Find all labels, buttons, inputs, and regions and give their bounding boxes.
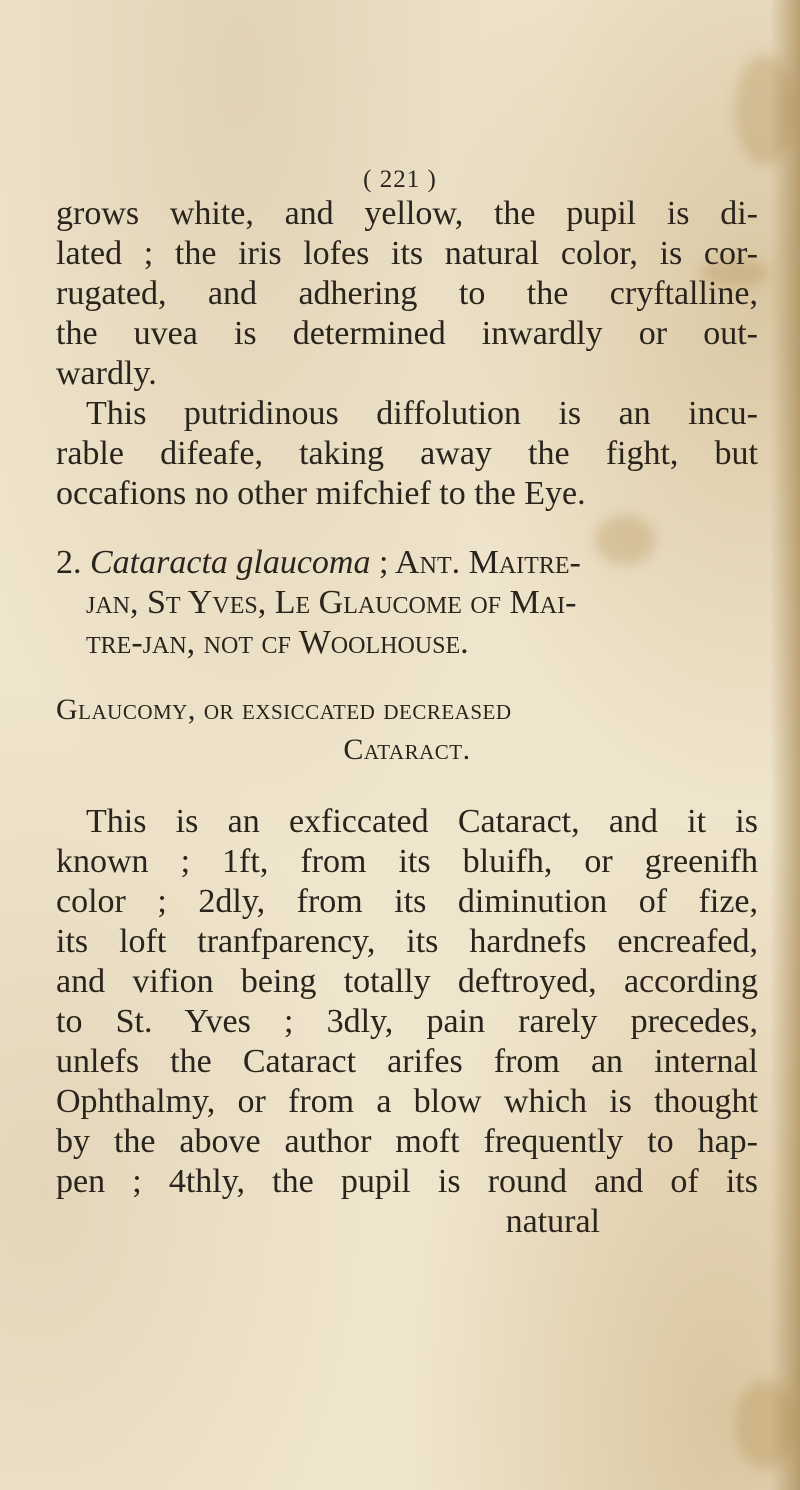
text-line: its loft tranfparency, its hardnefs encreafed, [56,923,758,960]
text-line: the uvea is determined inwardly or out- [56,315,758,352]
item-number: 2. [56,544,82,581]
text-line: occafions no other mifchief to the Eye. [56,475,586,512]
text-line: color ; 2dly, from its diminution of fize, [56,883,758,920]
latin-term: Cataracta glaucoma [90,544,371,581]
text-line: Ophthalmy, or from a blow which is thought [56,1083,758,1120]
text-line: wardly. [56,355,157,392]
text-line: pen ; 4thly, the pupil is round and of its [56,1163,758,1200]
item-2-line-2: jan, St Yves, Le Glaucome of Mai- [86,584,577,621]
text-line: unlefs the Cataract arifes from an internal [56,1043,758,1080]
text-line: rable difeafe, taking away the fight, but [56,435,758,472]
author-list: ; Ant. Maitre- [378,544,581,581]
section-heading-line-1: Glaucomy, or exsiccated decreased [56,693,512,726]
item-2-line-3: tre-jan, not cf Woolhouse. [86,624,469,661]
page-number: ( 221 ) [363,166,437,193]
text-line: by the above author moft frequently to hap- [56,1123,758,1160]
page-edge-shadow [770,0,800,1490]
text-line: rugated, and adhering to the cryftalline, [56,275,758,312]
catchword: natural [505,1203,600,1240]
item-2-line-1 [56,543,758,583]
text-line: to St. Yves ; 3dly, pain rarely precedes, [56,1003,758,1040]
text-line: This putridinous diffolution is an incu- [86,395,758,432]
text-line: lated ; the iris lofes its natural color, is cor- [56,235,758,272]
text-line: and vifion being totally deftroyed, according [56,963,758,1000]
text-line: known ; 1ft, from its bluifh, or greenifh [56,843,758,880]
text-line: This is an exficcated Cataract, and it is [86,803,758,840]
text-line: grows white, and yellow, the pupil is di- [56,195,758,232]
section-heading-line-2: Cataract. [343,733,471,766]
